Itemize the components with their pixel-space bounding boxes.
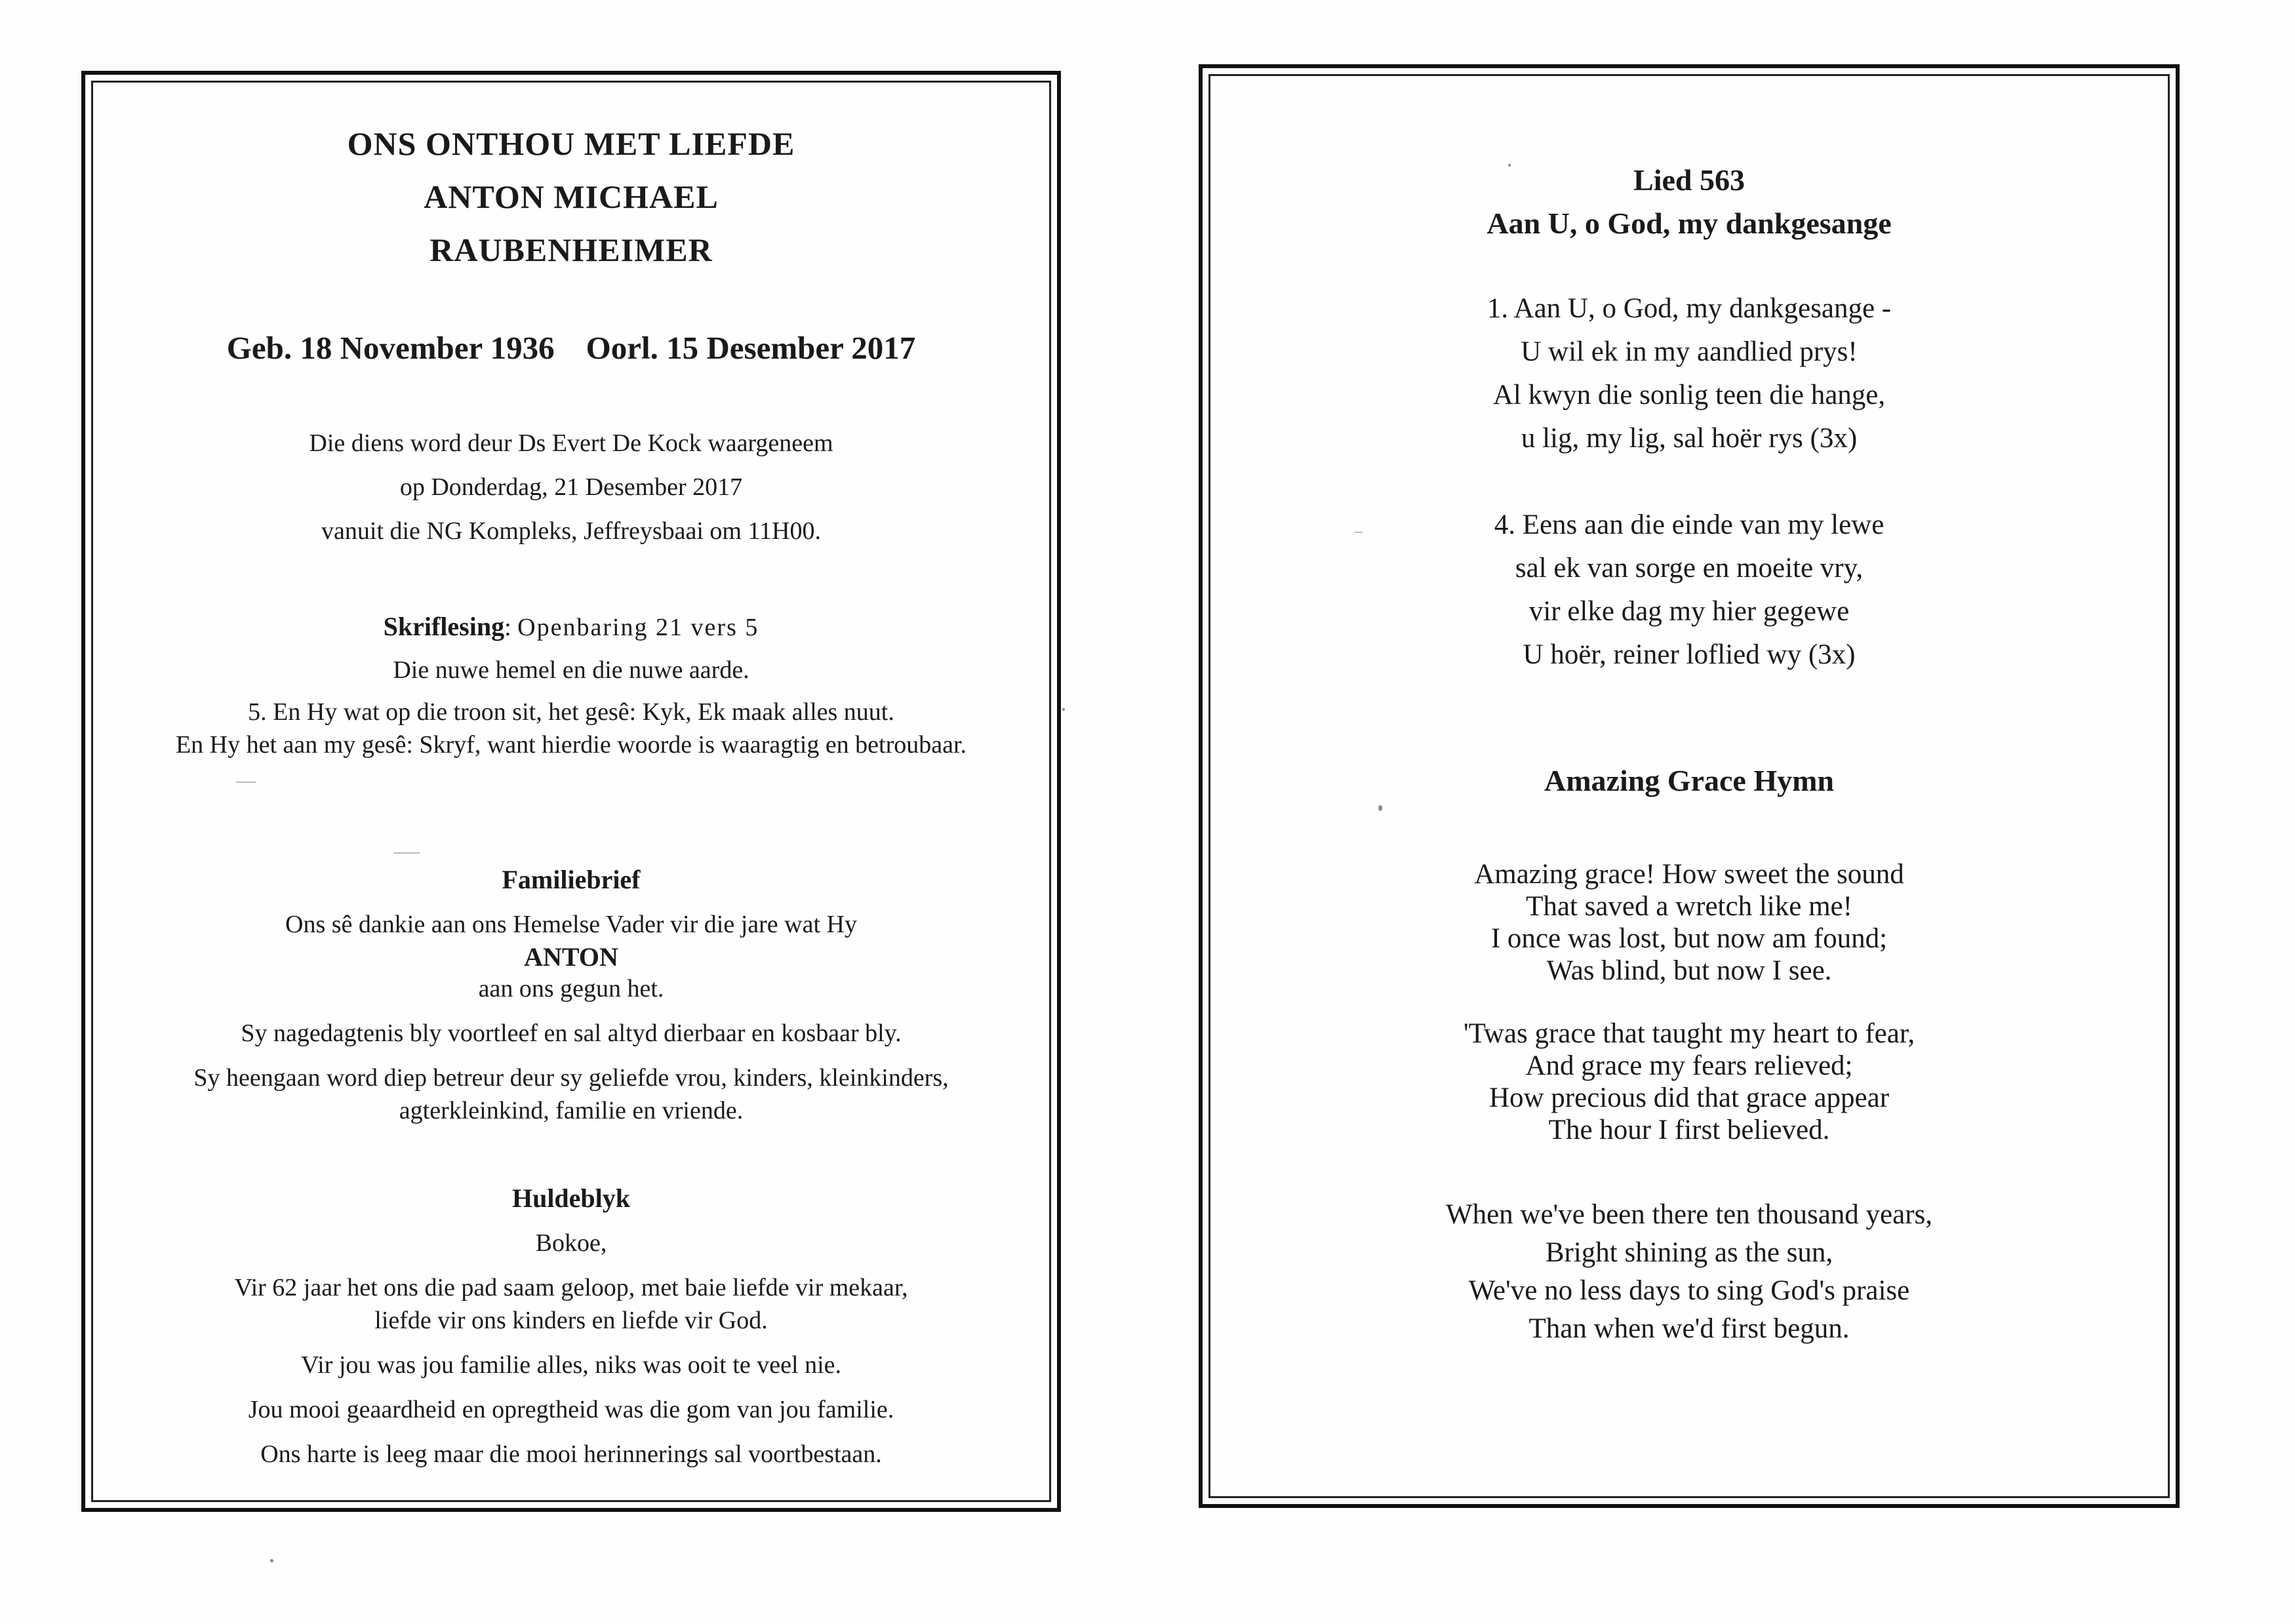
grace-stanza3-line1: When we've been there ten thousand years, bbox=[1445, 1199, 1933, 1230]
grace-stanza3-line3: We've no less days to sing God's praise bbox=[1468, 1275, 1910, 1306]
left-page-content bbox=[85, 75, 1057, 1508]
scan-speck bbox=[1378, 805, 1382, 811]
grace-stanza1-line2: That saved a wretch like me! bbox=[1526, 891, 1852, 922]
scan-mark bbox=[1355, 532, 1363, 533]
scripture-reading: Skriflesing: Openbaring 21 vers 5 bbox=[383, 612, 759, 641]
scan-mark bbox=[236, 782, 256, 783]
family-letter-line3: Sy nagedagtenis bly voortleef en sal altyd dierbaar en kosbaar bly. bbox=[241, 1020, 902, 1047]
tribute-line2: liefde vir ons kinders en liefde vir God. bbox=[374, 1307, 768, 1334]
grace-stanza2-line2: And grace my fears relieved; bbox=[1525, 1050, 1853, 1081]
tribute-line4: Jou mooi geaardheid en opregtheid was die gom van jou familie. bbox=[248, 1396, 894, 1423]
scan-speck bbox=[1508, 164, 1511, 167]
hymn-verse4-line1: 4. Eens aan die einde van my lewe bbox=[1494, 509, 1885, 540]
tribute-line1: Vir 62 jaar het ons die pad saam geloop, met baie liefde vir mekaar, bbox=[234, 1274, 908, 1301]
hymn-verse1-line1: 1. Aan U, o God, my dankgesange - bbox=[1487, 293, 1892, 324]
family-letter-line5: agterkleinkind, familie en vriende. bbox=[399, 1097, 744, 1124]
family-letter-name: ANTON bbox=[524, 942, 618, 972]
right-page-panel bbox=[1199, 64, 2180, 1508]
hymn-verse4-line2: sal ek van sorge en moeite vry, bbox=[1515, 553, 1864, 584]
grace-stanza3-line2: Bright shining as the sun, bbox=[1545, 1237, 1833, 1268]
hymn-number: Lied 563 bbox=[1633, 163, 1745, 197]
scripture-label: Skriflesing bbox=[383, 612, 505, 641]
amazing-grace-title: Amazing Grace Hymn bbox=[1544, 764, 1835, 797]
scan-speck bbox=[270, 1559, 273, 1562]
grace-stanza1-line1: Amazing grace! How sweet the sound bbox=[1474, 859, 1904, 890]
grace-stanza1-line3: I once was lost, but now am found; bbox=[1490, 923, 1888, 954]
scan-mark bbox=[393, 852, 420, 854]
hymn-verse1-line4: u lig, my lig, sal hoër rys (3x) bbox=[1521, 423, 1858, 454]
family-letter-line2: aan ons gegun het. bbox=[478, 975, 664, 1002]
hymn-title: Aan U, o God, my dankgesange bbox=[1487, 207, 1892, 240]
life-dates bbox=[85, 329, 1057, 366]
family-letter-line4: Sy heengaan word diep betreur deur sy geliefde vrou, kinders, kleinkinders, bbox=[193, 1064, 949, 1092]
scripture-verse-line1: 5. En Hy wat op die troon sit, het gesê: Kyk, Ek maak alles nuut. bbox=[248, 698, 894, 726]
tribute-line3: Vir jou was jou familie alles, niks was ooit te veel nie. bbox=[300, 1351, 842, 1379]
hymn-verse4-line3: vir elke dag my hier gegewe bbox=[1528, 596, 1850, 627]
scripture-subtitle: Die nuwe hemel en die nuwe aarde. bbox=[393, 656, 749, 684]
deceased-first-names: ANTON MICHAEL bbox=[424, 178, 719, 215]
family-letter-heading: Familiebrief bbox=[502, 865, 641, 894]
left-page-panel bbox=[81, 71, 1061, 1512]
grace-stanza2-line3: How precious did that grace appear bbox=[1488, 1082, 1890, 1113]
service-officiant: Die diens word deur Ds Evert De Kock waargeneem bbox=[309, 429, 833, 457]
deceased-surname: RAUBENHEIMER bbox=[429, 231, 713, 268]
family-letter-line1: Ons sê dankie aan ons Hemelse Vader vir die jare wat Hy bbox=[285, 911, 857, 938]
service-date: op Donderdag, 21 Desember 2017 bbox=[399, 473, 743, 501]
hymn-verse4-line4: U hoër, reiner loflied wy (3x) bbox=[1523, 639, 1856, 670]
tribute-line5: Ons harte is leeg maar die mooi herinnerings sal voortbestaan. bbox=[260, 1440, 882, 1468]
grace-stanza1-line4: Was blind, but now I see. bbox=[1546, 955, 1832, 986]
service-venue: vanuit die NG Kompleks, Jeffreysbaai om 11H00. bbox=[321, 517, 821, 545]
death-date: Oorl. 15 Desember 2017 bbox=[586, 330, 916, 366]
scan-speck bbox=[1062, 708, 1065, 711]
hymn-verse1-line3: Al kwyn die sonlig teen die hange, bbox=[1492, 380, 1886, 410]
memorial-title: ONS ONTHOU MET LIEFDE bbox=[347, 125, 795, 162]
tribute-heading: Huldeblyk bbox=[511, 1183, 631, 1213]
grace-stanza2-line4: The hour I first believed. bbox=[1548, 1115, 1830, 1145]
grace-stanza3-line4: Than when we'd first begun. bbox=[1528, 1313, 1850, 1344]
birth-date: Geb. 18 November 1936 bbox=[226, 330, 555, 366]
grace-stanza2-line1: 'Twas grace that taught my heart to fear, bbox=[1463, 1018, 1915, 1049]
tribute-salutation: Bokoe, bbox=[535, 1229, 607, 1257]
scripture-reference: Openbaring 21 vers 5 bbox=[517, 614, 759, 641]
scripture-verse-line2: En Hy het aan my gesê: Skryf, want hierdie woorde is waaragtig en betroubaar. bbox=[175, 731, 967, 759]
hymn-verse1-line2: U wil ek in my aandlied prys! bbox=[1521, 336, 1858, 367]
right-page-content bbox=[1203, 68, 2176, 1504]
